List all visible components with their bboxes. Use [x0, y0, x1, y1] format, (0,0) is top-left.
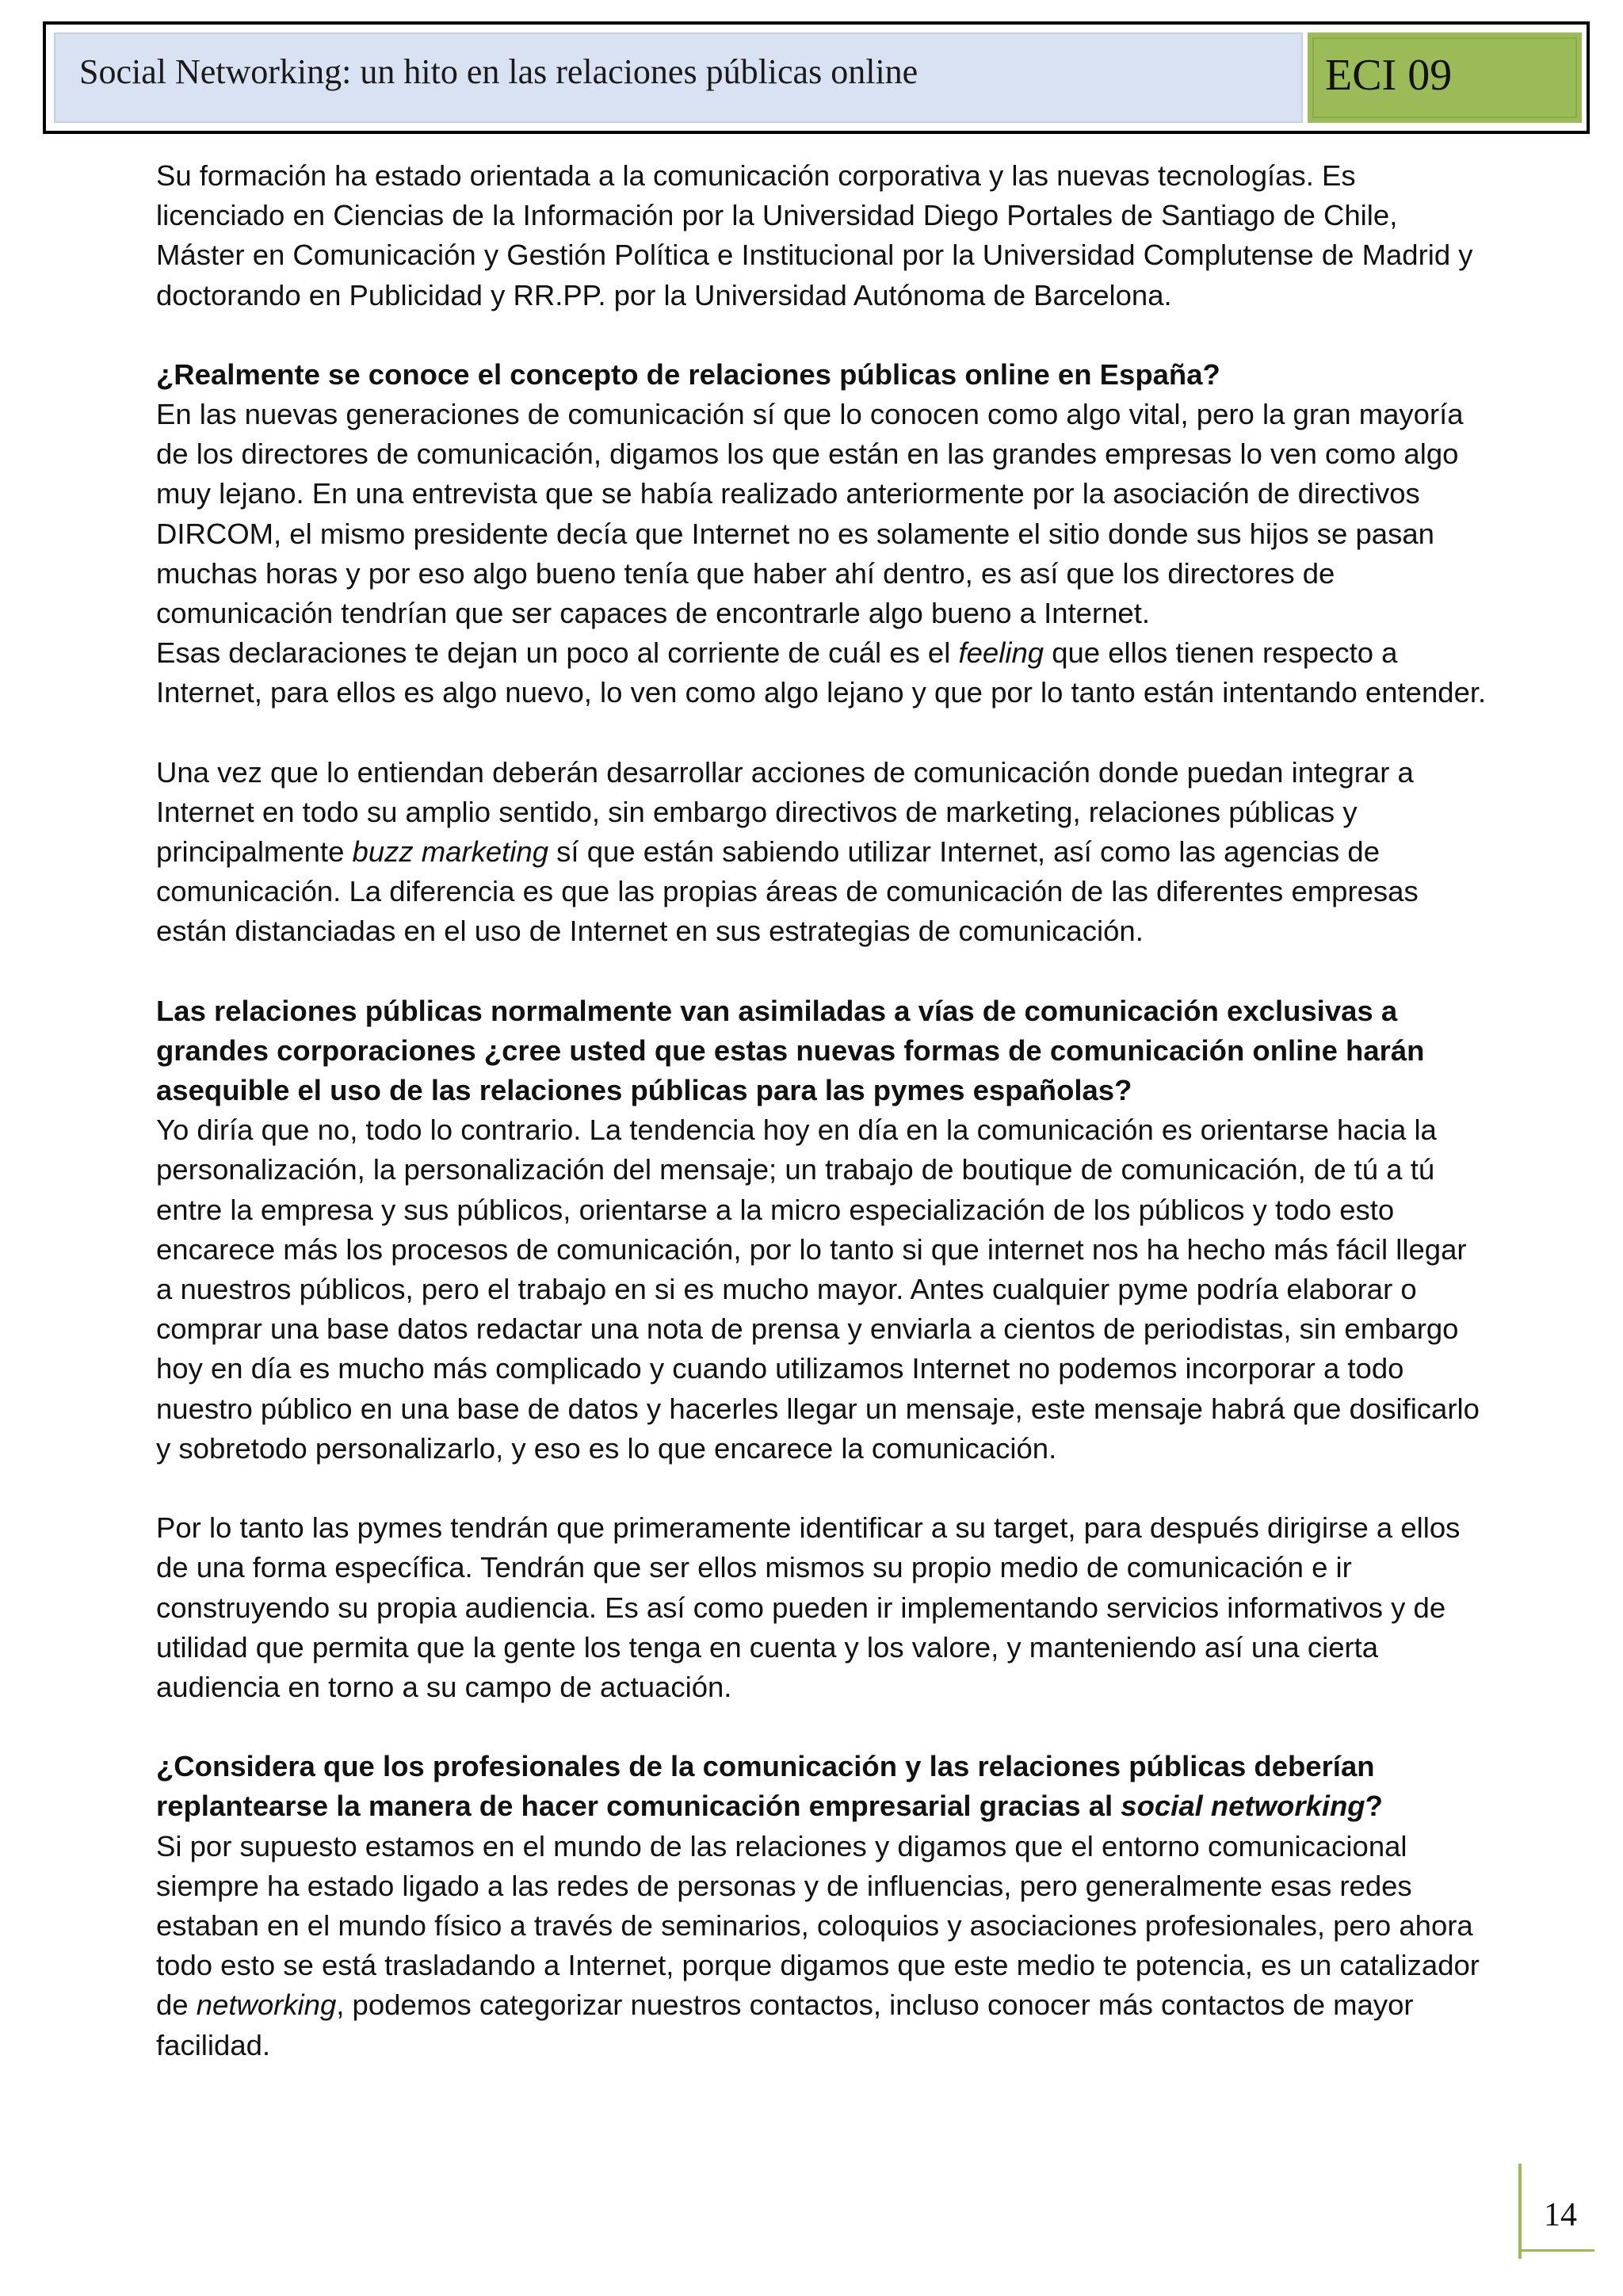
answer-3 — [156, 1827, 1487, 2065]
answer-2: Yo diría que no, todo lo contrario. La tendencia hoy en día en la comunicación es orientarse hacia la personalización, la personalización del mensaje; un trabajo de boutique de comunicación, de tú a tú entre la empresa y sus públicos, orientarse a la micro especialización de los públicos y todo esto encarece más los procesos de comunicación, por lo tanto si que internet nos ha hecho más fácil llegar a nuestros públicos, pero el trabajo en si es mucho mayor. Antes cualquier pyme podría elaborar o comprar una base datos redactar una nota de prensa y enviarla a cientos de periodistas, sin embargo hoy en día es mucho más complicado y cuando utilizamos Internet no podemos incorporar a todo nuestro público en una base de datos y hacerles llegar un mensaje, este mensaje habrá que dosificarlo y sobretodo personalizarlo, y eso es lo que encarece la comunicación. — [156, 1114, 1480, 1465]
answer-1: En las nuevas generaciones de comunicación sí que lo conocen como algo vital, pero la gran mayoría de los directores de comunicación, digamos los que están en las grandes empresas lo ven como algo muy lejano. En una entrevista que se había realizado anteriormente por la asociación de directivos DIRCOM, el mismo presidente decía que Internet no es solamente el sitio donde sus hijos se pasan muchas horas y por eso algo bueno tenía que haber ahí dentro, es así que los directores de comunicación tendrían que ser capaces de encontrarle algo bueno a Internet. — [156, 398, 1464, 630]
header-title-box — [54, 32, 1303, 123]
question-3-post: ? — [1365, 1790, 1383, 1823]
answer-1-paragraph-3-pre: Una vez que lo entiendan deberán desarrollar acciones de comunicación donde puedan integrar a Internet en todo su amplio sentido, sin embargo directivos de marketing, relaciones públicas y principalmente — [156, 755, 1414, 869]
answer-3-em: networking — [196, 1988, 337, 2022]
answer-1-continued-pre: Esas declaraciones te dejan un poco al corriente de cuál es el — [156, 636, 959, 670]
answer-1-paragraph-3-post: sí que están sabiendo utilizar Internet, así como las agencias de comunicación. La diferencia es que las propias áreas de comunicación de las diferentes empresas están distanciadas en el uso de Internet en sus estrategias de comunicación. — [156, 835, 1419, 948]
question-2: Las relaciones públicas normalmente van asimiladas a vías de comunicación exclusivas a grandes corporaciones ¿cree usted que estas nuevas formas de comunicación online harán asequible el uso de las relaciones públicas para las pymes españolas? — [156, 994, 1425, 1107]
answer-1-continued — [156, 633, 1487, 712]
footer-accent-line — [1518, 2164, 1522, 2259]
footer-accent-rule — [1518, 2249, 1594, 2252]
question-3 — [156, 1747, 1487, 1826]
answer-1-continued-post: que ellos tienen respecto a Internet, para ellos es algo nuevo, lo ven como algo lejano y que por lo tanto están intentando entender. — [156, 636, 1487, 709]
intro-paragraph: Su formación ha estado orientada a la comunicación corporativa y las nuevas tecnologías. Es licenciado en Ciencias de la Información por la Universidad Diego Portales de Santiago de Chile, Máster en Comunicación y Gestión Política e Institucional por la Universidad Complutense de Madrid y doctorando en Publicidad y RR.PP. por la Universidad Autónoma de Barcelona. — [156, 159, 1473, 311]
question-3-pre: ¿Considera que los profesionales de la comunicación y las relaciones públicas deberían replantearse la manera de hacer comunicación empresarial gracias al — [156, 1750, 1375, 1823]
answer-3-pre: Si por supuesto estamos en el mundo de las relaciones y digamos que el entorno comunicacional siempre ha estado ligado a las redes de personas y de influencias, pero generalmente esas redes estaban en el mundo físico a través de seminarios, coloquios y asociaciones profesionales, pero ahora todo esto se está trasladando a Internet, porque digamos que este medio te potencia, es un catalizador de — [156, 1829, 1480, 2022]
answer-3-post: , podemos categorizar nuestros contactos, incluso conocer más contactos de mayor facilidad. — [156, 1988, 1414, 2061]
page-header — [43, 21, 1590, 134]
header-code-box — [1308, 32, 1582, 123]
page-body — [156, 156, 1487, 2065]
page-number: 14 — [1544, 2197, 1577, 2233]
question-3-em: social networking — [1121, 1790, 1365, 1823]
answer-2-continued: Por lo tanto las pymes tendrán que primeramente identificar a su target, para después dirigirse a ellos de una forma específica. Tendrán que ser ellos mismos su propio medio de comunicación e ir construyendo su propia audiencia. Es así como pueden ir implementando servicios informativos y de utilidad que permita que la gente los tenga en cuenta y los valore, y manteniendo así una cierta audiencia en torno a su campo de actuación. — [156, 1511, 1461, 1703]
header-title: Social Networking: un hito en las relaciones públicas online — [79, 52, 918, 91]
answer-1-continued-em: feeling — [958, 636, 1044, 670]
answer-1-paragraph-3 — [156, 753, 1487, 952]
answer-1-paragraph-3-em: buzz marketing — [352, 835, 549, 869]
header-code: ECI 09 — [1325, 51, 1453, 100]
question-1: ¿Realmente se conoce el concepto de relaciones públicas online en España? — [156, 357, 1220, 391]
